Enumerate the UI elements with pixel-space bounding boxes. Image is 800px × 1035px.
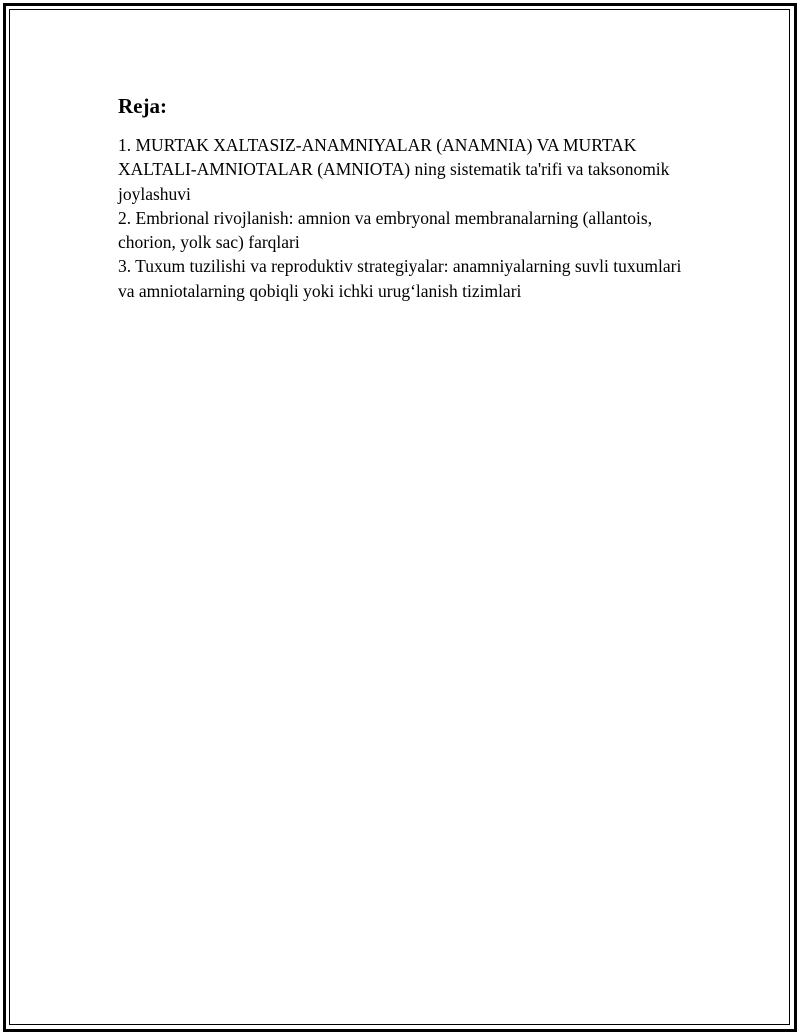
plan-item-1: 1. MURTAK XALTASIZ-ANAMNIYALAR (ANAMNIA) VA MURTAK XALTALI-AMNIOTALAR (AMNIOTA) ning sistematik ta'rifi va taksonomik joylashuvi [118, 135, 670, 204]
document-body [118, 93, 698, 303]
plan-heading: Reja: [118, 94, 167, 118]
plan-list [118, 133, 698, 303]
plan-item-3: 3. Tuxum tuzilishi va reproduktiv strategiyalar: anamniyalarning suvli tuxumlari va amniotalarning qobiqli yoki ichki urug‘lanish tizimlari [118, 256, 682, 301]
plan-item-2: 2. Embrional rivojlanish: amnion va embryonal membranalarning (allantois, chorion, yolk sac) farqlari [118, 207, 653, 253]
